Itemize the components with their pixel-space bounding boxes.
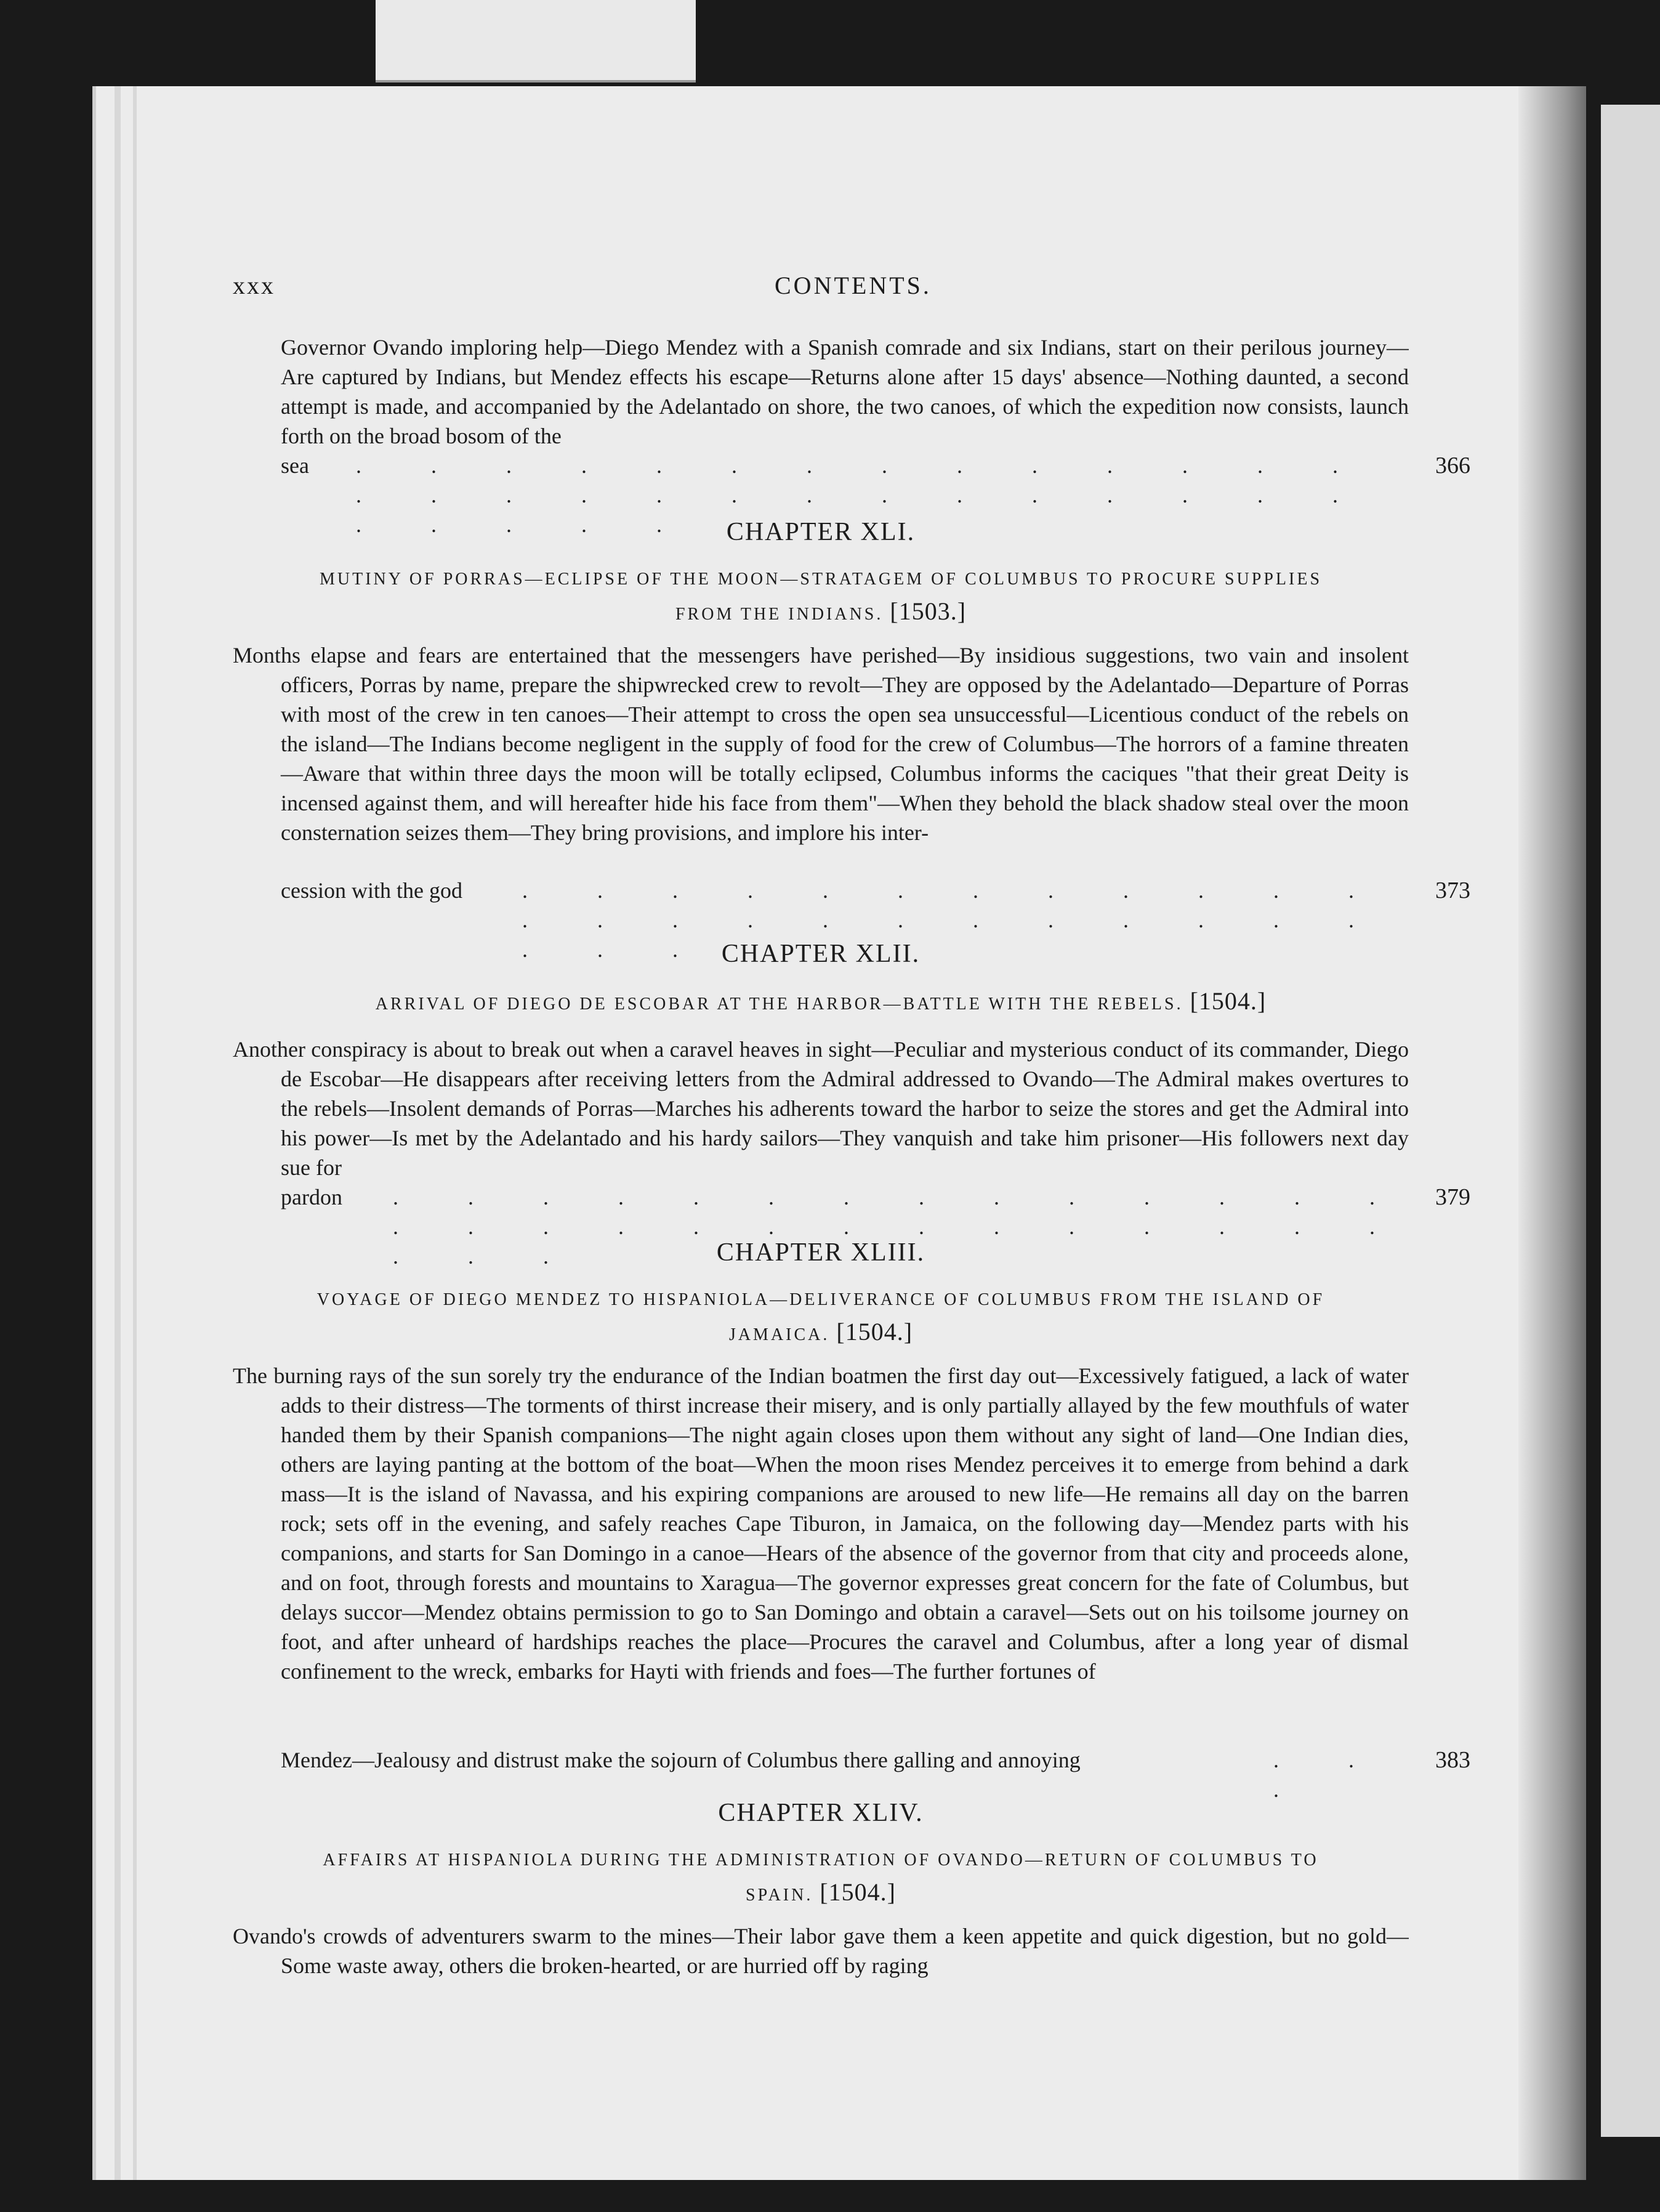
chapter-year: [1504.] bbox=[836, 1318, 913, 1346]
chapter-year: [1503.] bbox=[890, 597, 967, 625]
entry-last-word: sea bbox=[281, 453, 309, 478]
folio-number: xxx bbox=[233, 272, 275, 299]
torn-paper-scrap bbox=[376, 0, 696, 83]
chapter-summary bbox=[307, 1844, 1335, 1911]
chapter-summary bbox=[307, 985, 1335, 1020]
chapter-title: CHAPTER XLIV. bbox=[718, 1799, 924, 1827]
leader-dots: . . . bbox=[1273, 1748, 1386, 1802]
entry-text: Governor Ovando imploring help—Diego Mendez with a Spanish comrade and six Indians, start on their perilous journey—Are captured by Indians, but Mendez effects his escape—Returns alone after 15 days' absence—Nothing daunted, a second attempt is made, and accompanied by the Adelantado on shore, the two canoes, of which the expedition now consists, launch forth on the broad bosom of the bbox=[281, 335, 1409, 448]
chapter-year: [1504.] bbox=[1190, 987, 1267, 1015]
chapter-title: CHAPTER XLII. bbox=[721, 940, 921, 968]
entry-text: The burning rays of the sun sorely try the endurance of the Indian boatmen the first day out—Excessively fatigued, a lack of water adds to their distress—The torments of thirst increase their misery, and is only partially allayed by the few mouthfuls of water handed them by their Spanish companions—The night again closes upon them without any sight of land—One Indian dies, others are laying panting at the bottom of the boat—When the moon rises Mendez perceives it to emerge from behind a dark mass—It is the island of Navassa, and his expiring companions are aroused to new life—He remains all day on the barren rock; sets off in the evening, and safely reaches Cape Tiburon, in Jamaica, on the following day—Mendez parts with his companions, and starts for San Domingo in a canoe—Hears of the absence of the governor from that city and proceeds alone, and on foot, through forests and mountains to Xaragua—The governor expresses great concern for the fate of Columbus, but delays succor—Mendez obtains permission to go to San Domingo and obtain a caravel—Sets out on his toilsome journey on foot, and after unheard of hardships reaches the place—Procures the caravel and Columbus, after a long year of dismal confinement to the wreck, embarks for Hayti with friends and foes—The further fortunes of bbox=[233, 1363, 1409, 1684]
entry-page-number: 373 bbox=[1435, 878, 1470, 903]
chapter-summary bbox=[307, 1284, 1335, 1351]
entry-text: Months elapse and fears are entertained that the messengers have perished—By insidious suggestions, two vain and insolent officers, Porras by name, prepare the shipwrecked crew to revolt—They are opposed by the Adelantado—Departure of Porras with most of the crew in ten canoes—Their attempt to cross the open sea unsuccessful—Licentious conduct of the rebels on the island—The Indians become negligent in the supply of food for the crew of Columbus—The horrors of a famine threaten—Aware that within three days the moon will be totally eclipsed, Columbus informs the caciques "that their great Deity is incensed against them, and will hereafter hide his face from them"—When they behold the black shadow steal over the moon consternation seizes them—They bring provisions, and implore his inter- bbox=[233, 643, 1409, 845]
entry-last-word: Mendez—Jealousy and distrust make the sojourn of Columbus there galling and annoying bbox=[281, 1748, 1081, 1772]
leader-dots: . . . . . . . . . . . . . . . . . . . . . . . . . . . . . . . . . bbox=[356, 453, 1370, 537]
chapter-summary-text: AFFAIRS AT HISPANIOLA DURING THE ADMINISTRATION OF OVANDO—RETURN OF COLUMBUS TO SPAIN. bbox=[323, 1851, 1319, 1905]
page-edge-line bbox=[133, 86, 137, 2180]
entry-leader-line bbox=[233, 1745, 1470, 1802]
leader-dots: . . . . . . . . . . . . . . . . . . . . . . . . . . . bbox=[522, 878, 1386, 962]
entry-page-number: 383 bbox=[1435, 1747, 1470, 1773]
entry-text: Ovando's crowds of adventurers swarm to the mines—Their labor gave them a keen appetite and quick digestion, but no gold—Some waste away, others die broken-hearted, or are hurried off by raging bbox=[233, 1924, 1409, 1978]
running-head: CONTENTS. bbox=[775, 272, 932, 299]
chapter-summary-text: ARRIVAL OF DIEGO DE ESCOBAR AT THE HARBOR—BATTLE WITH THE REBELS. bbox=[375, 995, 1183, 1014]
chapter-summary-text: MUTINY OF PORRAS—ECLIPSE OF THE MOON—STRATAGEM OF COLUMBUS TO PROCURE SUPPLIES FROM THE INDIANS. bbox=[319, 570, 1323, 624]
chapter-summary-text: VOYAGE OF DIEGO MENDEZ TO HISPANIOLA—DELIVERANCE OF COLUMBUS FROM THE ISLAND OF JAMAICA. bbox=[316, 1290, 1325, 1344]
facing-page-edge bbox=[1601, 105, 1660, 2137]
entry-last-word: pardon bbox=[281, 1185, 342, 1209]
entry-last-word: cession with the god bbox=[281, 878, 462, 903]
chapter-title: CHAPTER XLI. bbox=[726, 518, 916, 546]
chapter-summary bbox=[307, 563, 1335, 631]
chapter-year: [1504.] bbox=[820, 1878, 896, 1906]
page-header bbox=[233, 271, 1427, 302]
entry-page-number: 379 bbox=[1435, 1184, 1470, 1210]
page-gutter-shadow bbox=[1518, 86, 1586, 2180]
page-edge-line bbox=[115, 86, 121, 2180]
entry-text: Another conspiracy is about to break out when a caravel heaves in sight—Peculiar and mysterious conduct of its commander, Diego de Escobar—He disappears after receiving letters from the Admiral addressed to Ovando—The Admiral makes overtures to the rebels—Insolent demands of Porras—Marches his adherents toward the harbor to seize the stores and get the Admiral into his power—Is met by the Adelantado and his hardy sailors—They vanquish and take him prisoner—His followers next day sue for bbox=[233, 1037, 1409, 1180]
chapter-title: CHAPTER XLIII. bbox=[716, 1238, 925, 1267]
leader-dots: . . . . . . . . . . . . . . . . . . . . . . . . . . . . . . . bbox=[393, 1185, 1407, 1269]
entry-page-number: 366 bbox=[1435, 453, 1470, 478]
